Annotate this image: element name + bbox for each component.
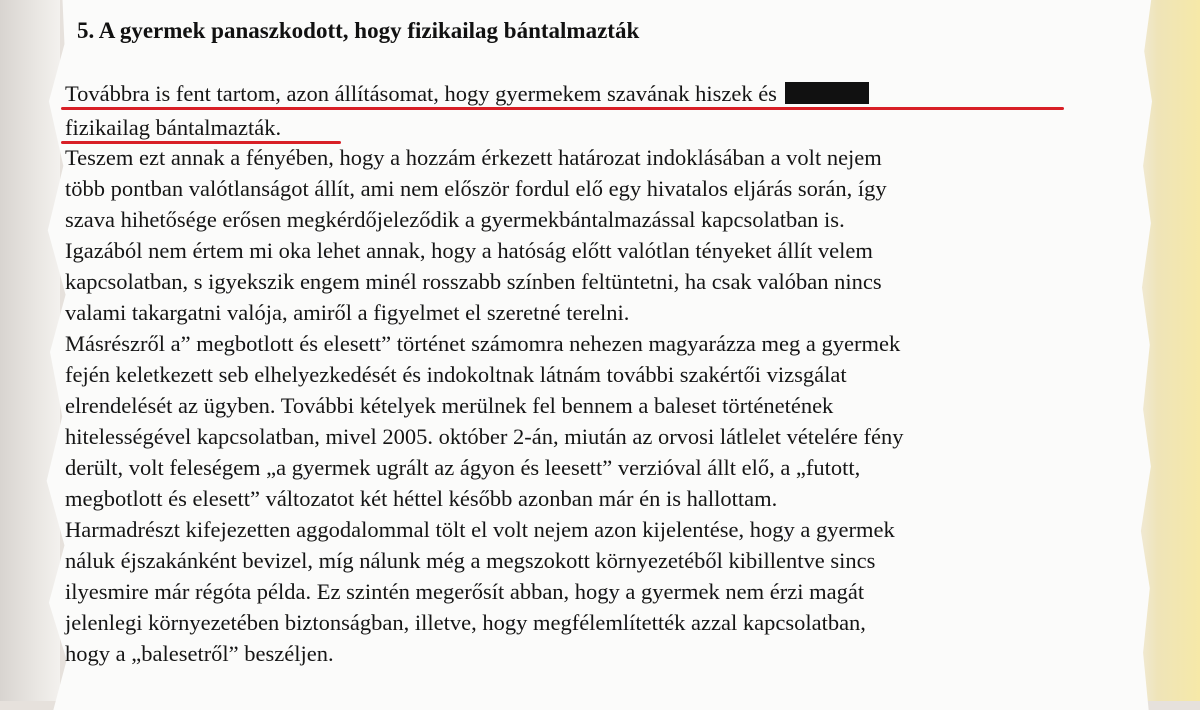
body-line: több pontban valótlanságot állít, ami nem először fordul elő egy hivatalos eljárás során, így [65,176,887,201]
body-line: hogy a „balesetről” beszéljen. [65,641,334,666]
body-line: Másrészről a” megbotlott és elesett” történet számomra nehezen magyarázza meg a gyermek [65,331,901,356]
body-line: hitelességével kapcsolatban, mivel 2005. október 2-án, miután az orvosi látlelet vételére fény [65,424,904,449]
highlighted-line-2: fizikailag bántalmazták. [65,115,282,140]
body-line: ilyesmire már régóta példa. Ez szintén megerősít abban, hogy a gyermek nem érzi magát [65,579,865,604]
body-line: fején keletkezett seb elhelyezkedését és indokoltnak látnám további szakértői vizsgálat [65,362,847,387]
body-line: valami takargatni valója, amiről a figyelmet el szeretné terelni. [65,300,630,325]
redaction-bar [785,82,869,104]
body-line: elrendelését az ügyben. További kételyek merülnek fel bennem a baleset történetének [65,393,834,418]
highlighted-line-1 [65,80,869,108]
body-line: megbotlott és elesett” változatot két héttel később azonban már én is hallottam. [65,486,778,511]
body-line: derült, volt feleségem „a gyermek ugrált az ágyon és leesett” verzióval állt elő, a „futott, [65,455,861,480]
body-line: kapcsolatban, s igyekszik engem minél rosszabb színben feltüntetni, ha csak valóban nincs [65,269,882,294]
body-line: jelenlegi környezetében biztonságban, illetve, hogy megfélemlítették azzal kapcsolatban, [65,610,866,635]
body-line: szava hihetősége erősen megkérdőjeleződik a gyermekbántalmazással kapcsolatban is. [65,207,845,232]
red-underline-1 [61,107,1064,110]
section-heading: 5. A gyermek panaszkodott, hogy fizikailag bántalmazták [77,18,640,43]
body-line: náluk éjszakánként bevizel, míg nálunk még a megszokott környezetéből kibillentve sincs [65,548,876,573]
body-line: Harmadrészt kifejezetten aggodalommal tölt el volt nejem azon kijelentése, hogy a gyermek [65,517,895,542]
body-line: Igazából nem értem mi oka lehet annak, hogy a hatóság előtt valótlan tényeket állít velem [65,238,873,263]
body-line: Teszem ezt annak a fényében, hogy a hozzám érkezett határozat indoklásában a volt nejem [65,145,882,170]
highlighted-text: Továbbra is fent tartom, azon állításomat, hogy gyermekem szavának hiszek és [65,81,777,106]
